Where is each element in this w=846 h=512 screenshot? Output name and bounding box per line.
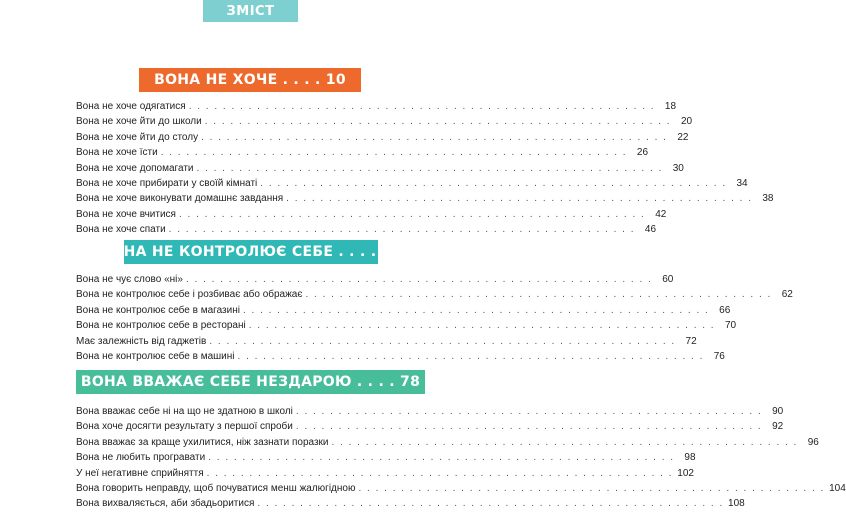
toc-entry-title: Вона не любить програвати: [76, 452, 206, 464]
dot-leader: . . . . . . . . . . . . . . . . . . . . . . . . . . . . . . . . . . . . . . . . . . . . . . . . . . . . . . .: [206, 467, 673, 479]
toc-page-number: 42: [655, 208, 667, 220]
toc-page-number: 66: [719, 304, 731, 316]
toc-row[interactable]: [76, 287, 793, 302]
toc-row[interactable]: [76, 191, 774, 206]
section-title: ВОНА ВВАЖАЄ СЕБЕ НЕЗДАРОЮ . . . . 78: [80, 374, 421, 390]
toc-entry-title: Вона хоче досягти результату з першої спроби: [76, 421, 293, 433]
toc-page-number: 102: [677, 467, 694, 479]
section-title: ВОНА НЕ КОНТРОЛЮЄ СЕБЕ . . . . 50: [100, 244, 402, 260]
toc-page-number: 90: [772, 406, 784, 417]
dot-leader: . . . . . . . . . . . . . . . . . . . . . . . . . . . . . . . . . . . . . . . . . . . . . . . . . . . . . . .: [188, 101, 656, 112]
toc-page-number: 18: [664, 101, 677, 112]
toc-entry-title: Вона не хоче їсти: [76, 147, 158, 159]
dot-leader: . . . . . . . . . . . . . . . . . . . . . . . . . . . . . . . . . . . . . . . . . . . . . . . . . . . . . . .: [305, 289, 772, 301]
toc-page-number: 72: [685, 335, 697, 347]
toc-row[interactable]: [76, 99, 677, 114]
section-title: ВОНА НЕ ХОЧЕ . . . . 10: [154, 72, 346, 88]
toc-page-number: 30: [672, 162, 684, 174]
dot-leader: . . . . . . . . . . . . . . . . . . . . . . . . . . . . . . . . . . . . . . . . . . . . . . . . . . . . . . .: [160, 147, 628, 159]
toc-page-number: 98: [684, 452, 696, 464]
dot-leader: . . . . . . . . . . . . . . . . . . . . . . . . . . . . . . . . . . . . . . . . . . . . . . . . . . . . . . .: [208, 452, 675, 464]
dot-leader: . . . . . . . . . . . . . . . . . . . . . . . . . . . . . . . . . . . . . . . . . . . . . . . . . . . . . . .: [286, 193, 753, 205]
dot-leader: . . . . . . . . . . . . . . . . . . . . . . . . . . . . . . . . . . . . . . . . . . . . . . . . . . . . . . .: [331, 436, 798, 448]
toc-entry-title: Вона не чує слово «ні»: [76, 274, 183, 285]
toc-row[interactable]: [76, 496, 745, 511]
toc-row[interactable]: [76, 130, 689, 145]
toc-list-2: [76, 272, 793, 364]
toc-entry-title: Вона не хоче йти до школи: [76, 116, 202, 128]
dot-leader: . . . . . . . . . . . . . . . . . . . . . . . . . . . . . . . . . . . . . . . . . . . . . . . . . . . . . . .: [185, 274, 653, 285]
toc-entry-title: Вона не хоче спати: [76, 224, 166, 236]
section-banner-2: [100, 240, 402, 264]
toc-row[interactable]: [76, 334, 697, 349]
dot-leader: . . . . . . . . . . . . . . . . . . . . . . . . . . . . . . . . . . . . . . . . . . . . . . . . . . . . . . .: [295, 421, 763, 433]
toc-entry-title: Вона вихваляється, аби збадьоритися: [76, 498, 255, 510]
contents-header: [203, 0, 298, 22]
dot-leader: . . . . . . . . . . . . . . . . . . . . . . . . . . . . . . . . . . . . . . . . . . . . . . . . . . . . . . .: [178, 208, 646, 220]
dot-leader: . . . . . . . . . . . . . . . . . . . . . . . . . . . . . . . . . . . . . . . . . . . . . . . . . . . . . . .: [201, 131, 668, 143]
toc-page-number: 34: [736, 177, 748, 189]
dot-leader: . . . . . . . . . . . . . . . . . . . . . . . . . . . . . . . . . . . . . . . . . . . . . . . . . . . . . . .: [242, 304, 710, 316]
toc-entry-title: Вона не контролює себе в машині: [76, 350, 235, 362]
toc-row[interactable]: [76, 207, 667, 222]
toc-page-number: 46: [644, 224, 657, 236]
toc-page-number: 20: [680, 116, 693, 128]
toc-entry-title: Вона не хоче вчитися: [76, 208, 176, 220]
toc-row[interactable]: [76, 450, 696, 465]
toc-entry-title: Вона вважає себе ні на що не здатною в школі: [76, 406, 293, 417]
dot-leader: . . . . . . . . . . . . . . . . . . . . . . . . . . . . . . . . . . . . . . . . . . . . . . . . . . . . . . .: [257, 498, 724, 510]
dot-leader: . . . . . . . . . . . . . . . . . . . . . . . . . . . . . . . . . . . . . . . . . . . . . . . . . . . . . . .: [196, 162, 663, 174]
toc-entry-title: Вона не хоче прибирати у своїй кімнаті: [76, 177, 258, 189]
dot-leader: . . . . . . . . . . . . . . . . . . . . . . . . . . . . . . . . . . . . . . . . . . . . . . . . . . . . . . .: [260, 177, 727, 189]
toc-row[interactable]: [76, 114, 693, 129]
toc-page-number: 60: [662, 274, 674, 285]
toc-entry-title: У неї негативне сприйняття: [76, 467, 204, 479]
toc-list-1: [76, 99, 774, 238]
toc-page-number: 22: [677, 131, 689, 143]
toc-row[interactable]: [76, 222, 657, 237]
toc-page-number: 108: [728, 498, 745, 510]
toc-row[interactable]: [76, 145, 649, 160]
toc-entry-title: Вона не хоче виконувати домашнє завдання: [76, 193, 284, 205]
toc-row[interactable]: [76, 419, 784, 434]
toc-entry-title: Має залежність від гаджетів: [76, 335, 207, 347]
toc-row[interactable]: [76, 161, 684, 176]
dot-leader: . . . . . . . . . . . . . . . . . . . . . . . . . . . . . . . . . . . . . . . . . . . . . . . . . . . . . . .: [209, 335, 676, 347]
toc-row[interactable]: [76, 303, 731, 318]
toc-page-number: 76: [713, 350, 725, 362]
toc-list-3: [76, 404, 846, 512]
section-banner-1: [139, 68, 361, 92]
toc-page-number: 92: [772, 421, 784, 433]
toc-page-number: 26: [636, 147, 649, 159]
toc-page-number: 62: [781, 289, 793, 301]
toc-row[interactable]: [76, 466, 694, 481]
dot-leader: . . . . . . . . . . . . . . . . . . . . . . . . . . . . . . . . . . . . . . . . . . . . . . . . . . . . . . .: [204, 116, 672, 128]
toc-entry-title: Вона не контролює себе і розбиває або ображає: [76, 289, 303, 301]
toc-entry-title: Вона не хоче допомагати: [76, 162, 194, 174]
toc-page-number: 104: [829, 482, 846, 494]
dot-leader: . . . . . . . . . . . . . . . . . . . . . . . . . . . . . . . . . . . . . . . . . . . . . . . . . . . . . . .: [248, 320, 716, 332]
toc-page-number: 96: [807, 436, 819, 448]
toc-row[interactable]: [76, 349, 725, 364]
contents-title: ЗМІСТ: [226, 3, 275, 19]
toc-row[interactable]: [76, 176, 748, 191]
dot-leader: . . . . . . . . . . . . . . . . . . . . . . . . . . . . . . . . . . . . . . . . . . . . . . . . . . . . . . .: [295, 406, 763, 417]
toc-row[interactable]: [76, 404, 784, 419]
toc-entry-title: Вона не контролює себе в ресторані: [76, 320, 246, 332]
toc-entry-title: Вона вважає за краще ухилитися, ніж зазнати поразки: [76, 436, 329, 448]
dot-leader: . . . . . . . . . . . . . . . . . . . . . . . . . . . . . . . . . . . . . . . . . . . . . . . . . . . . . . .: [358, 482, 825, 494]
toc-entry-title: Вона говорить неправду, щоб почуватися менш жалюгідною: [76, 482, 356, 494]
dot-leader: . . . . . . . . . . . . . . . . . . . . . . . . . . . . . . . . . . . . . . . . . . . . . . . . . . . . . . .: [237, 350, 704, 362]
section-banner-3: [76, 370, 425, 394]
toc-page-number: 38: [762, 193, 774, 205]
toc-row[interactable]: [76, 481, 846, 496]
toc-entry-title: Вона не хоче йти до столу: [76, 131, 199, 143]
dot-leader: . . . . . . . . . . . . . . . . . . . . . . . . . . . . . . . . . . . . . . . . . . . . . . . . . . . . . . .: [168, 224, 636, 236]
toc-entry-title: Вона не контролює себе в магазині: [76, 304, 240, 316]
toc-page-number: 70: [724, 320, 737, 332]
toc-row[interactable]: [76, 272, 674, 287]
toc-entry-title: Вона не хоче одягатися: [76, 101, 186, 112]
toc-row[interactable]: [76, 435, 819, 450]
toc-row[interactable]: [76, 318, 737, 333]
